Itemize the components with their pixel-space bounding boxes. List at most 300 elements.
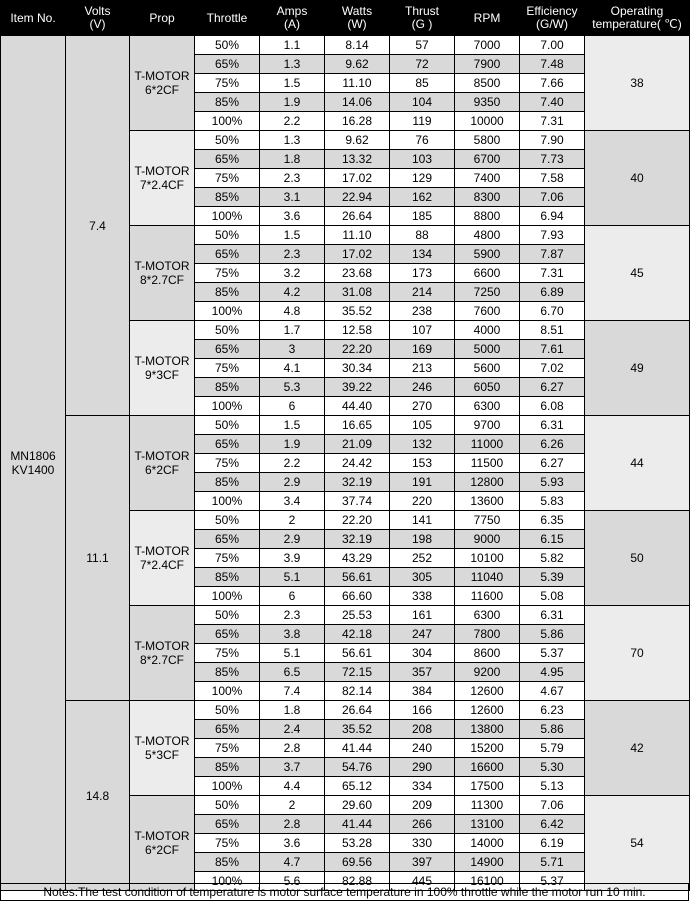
watts-cell: 54.76 bbox=[325, 758, 390, 777]
efficiency-cell: 5.37 bbox=[520, 644, 585, 663]
efficiency-cell: 7.02 bbox=[520, 359, 585, 378]
amps-cell: 3.9 bbox=[260, 549, 325, 568]
throttle-cell: 50% bbox=[195, 226, 260, 245]
efficiency-cell: 7.87 bbox=[520, 245, 585, 264]
rpm-cell: 15200 bbox=[455, 739, 520, 758]
efficiency-cell: 5.79 bbox=[520, 739, 585, 758]
amps-cell: 4.4 bbox=[260, 777, 325, 796]
prop-cell: T-MOTOR 6*2CF bbox=[130, 796, 195, 891]
rpm-cell: 4000 bbox=[455, 321, 520, 340]
prop-cell: T-MOTOR 7*2.4CF bbox=[130, 131, 195, 226]
thrust-cell: 213 bbox=[390, 359, 455, 378]
watts-cell: 22.20 bbox=[325, 511, 390, 530]
thrust-cell: 166 bbox=[390, 701, 455, 720]
watts-cell: 82.88 bbox=[325, 872, 390, 891]
throttle-cell: 50% bbox=[195, 416, 260, 435]
efficiency-cell: 5.86 bbox=[520, 720, 585, 739]
thrust-cell: 445 bbox=[390, 872, 455, 891]
watts-cell: 13.32 bbox=[325, 150, 390, 169]
watts-cell: 22.20 bbox=[325, 340, 390, 359]
rpm-cell: 8500 bbox=[455, 74, 520, 93]
efficiency-cell: 7.58 bbox=[520, 169, 585, 188]
throttle-cell: 65% bbox=[195, 340, 260, 359]
efficiency-cell: 6.31 bbox=[520, 606, 585, 625]
efficiency-cell: 6.31 bbox=[520, 416, 585, 435]
table-row bbox=[1, 701, 690, 720]
throttle-cell: 65% bbox=[195, 815, 260, 834]
operating-temperature-cell: 49 bbox=[585, 321, 690, 416]
item-number-cell: MN1806 KV1400 bbox=[1, 36, 66, 891]
thrust-cell: 209 bbox=[390, 796, 455, 815]
watts-cell: 53.28 bbox=[325, 834, 390, 853]
thrust-cell: 270 bbox=[390, 397, 455, 416]
watts-cell: 30.34 bbox=[325, 359, 390, 378]
thrust-cell: 76 bbox=[390, 131, 455, 150]
thrust-cell: 103 bbox=[390, 150, 455, 169]
throttle-cell: 75% bbox=[195, 169, 260, 188]
watts-cell: 82.14 bbox=[325, 682, 390, 701]
thrust-cell: 119 bbox=[390, 112, 455, 131]
header-rpm: RPM bbox=[455, 1, 520, 36]
throttle-cell: 75% bbox=[195, 739, 260, 758]
rpm-cell: 11300 bbox=[455, 796, 520, 815]
throttle-cell: 85% bbox=[195, 568, 260, 587]
watts-cell: 16.28 bbox=[325, 112, 390, 131]
amps-cell: 1.5 bbox=[260, 74, 325, 93]
prop-cell: T-MOTOR 8*2.7CF bbox=[130, 226, 195, 321]
watts-cell: 72.15 bbox=[325, 663, 390, 682]
watts-cell: 8.14 bbox=[325, 36, 390, 55]
header-throttle: Throttle bbox=[195, 1, 260, 36]
efficiency-cell: 7.00 bbox=[520, 36, 585, 55]
thrust-cell: 305 bbox=[390, 568, 455, 587]
header-efficiency: Efficiency (G/W) bbox=[520, 1, 585, 36]
operating-temperature-cell: 70 bbox=[585, 606, 690, 701]
thrust-cell: 384 bbox=[390, 682, 455, 701]
thrust-cell: 240 bbox=[390, 739, 455, 758]
efficiency-cell: 5.39 bbox=[520, 568, 585, 587]
efficiency-cell: 5.86 bbox=[520, 625, 585, 644]
table-row bbox=[1, 36, 690, 55]
throttle-cell: 65% bbox=[195, 150, 260, 169]
amps-cell: 2.3 bbox=[260, 606, 325, 625]
thrust-cell: 72 bbox=[390, 55, 455, 74]
watts-cell: 14.06 bbox=[325, 93, 390, 112]
efficiency-cell: 7.06 bbox=[520, 188, 585, 207]
header-item-no: Item No. bbox=[1, 1, 66, 36]
watts-cell: 32.19 bbox=[325, 473, 390, 492]
throttle-cell: 100% bbox=[195, 872, 260, 891]
thrust-cell: 247 bbox=[390, 625, 455, 644]
watts-cell: 17.02 bbox=[325, 245, 390, 264]
throttle-cell: 85% bbox=[195, 283, 260, 302]
throttle-cell: 85% bbox=[195, 663, 260, 682]
throttle-cell: 75% bbox=[195, 644, 260, 663]
throttle-cell: 85% bbox=[195, 378, 260, 397]
operating-temperature-cell: 42 bbox=[585, 701, 690, 796]
amps-cell: 3.7 bbox=[260, 758, 325, 777]
rpm-cell: 12600 bbox=[455, 701, 520, 720]
header-volts: Volts (V) bbox=[66, 1, 130, 36]
throttle-cell: 65% bbox=[195, 55, 260, 74]
efficiency-cell: 7.61 bbox=[520, 340, 585, 359]
efficiency-cell: 4.67 bbox=[520, 682, 585, 701]
thrust-cell: 397 bbox=[390, 853, 455, 872]
amps-cell: 1.9 bbox=[260, 435, 325, 454]
rpm-cell: 13100 bbox=[455, 815, 520, 834]
throttle-cell: 65% bbox=[195, 245, 260, 264]
throttle-cell: 65% bbox=[195, 530, 260, 549]
rpm-cell: 9350 bbox=[455, 93, 520, 112]
rpm-cell: 6300 bbox=[455, 606, 520, 625]
watts-cell: 39.22 bbox=[325, 378, 390, 397]
operating-temperature-cell: 40 bbox=[585, 131, 690, 226]
rpm-cell: 7800 bbox=[455, 625, 520, 644]
amps-cell: 6.5 bbox=[260, 663, 325, 682]
amps-cell: 1.5 bbox=[260, 416, 325, 435]
thrust-cell: 85 bbox=[390, 74, 455, 93]
watts-cell: 25.53 bbox=[325, 606, 390, 625]
thrust-cell: 169 bbox=[390, 340, 455, 359]
thrust-cell: 208 bbox=[390, 720, 455, 739]
throttle-cell: 100% bbox=[195, 112, 260, 131]
throttle-cell: 75% bbox=[195, 264, 260, 283]
efficiency-cell: 6.26 bbox=[520, 435, 585, 454]
throttle-cell: 50% bbox=[195, 606, 260, 625]
amps-cell: 5.1 bbox=[260, 568, 325, 587]
rpm-cell: 5800 bbox=[455, 131, 520, 150]
throttle-cell: 65% bbox=[195, 720, 260, 739]
rpm-cell: 8800 bbox=[455, 207, 520, 226]
volts-cell: 14.8 bbox=[66, 701, 130, 891]
amps-cell: 1.5 bbox=[260, 226, 325, 245]
efficiency-cell: 5.82 bbox=[520, 549, 585, 568]
amps-cell: 2.2 bbox=[260, 112, 325, 131]
watts-cell: 35.52 bbox=[325, 720, 390, 739]
rpm-cell: 7000 bbox=[455, 36, 520, 55]
table-body bbox=[1, 36, 690, 891]
amps-cell: 2 bbox=[260, 796, 325, 815]
rpm-cell: 12800 bbox=[455, 473, 520, 492]
volts-cell: 7.4 bbox=[66, 36, 130, 416]
thrust-cell: 357 bbox=[390, 663, 455, 682]
efficiency-cell: 7.06 bbox=[520, 796, 585, 815]
watts-cell: 41.44 bbox=[325, 815, 390, 834]
rpm-cell: 16100 bbox=[455, 872, 520, 891]
amps-cell: 3.4 bbox=[260, 492, 325, 511]
efficiency-cell: 6.89 bbox=[520, 283, 585, 302]
efficiency-cell: 5.71 bbox=[520, 853, 585, 872]
throttle-cell: 75% bbox=[195, 834, 260, 853]
efficiency-cell: 5.37 bbox=[520, 872, 585, 891]
rpm-cell: 7400 bbox=[455, 169, 520, 188]
amps-cell: 1.9 bbox=[260, 93, 325, 112]
watts-cell: 43.29 bbox=[325, 549, 390, 568]
thrust-cell: 191 bbox=[390, 473, 455, 492]
prop-cell: T-MOTOR 7*2.4CF bbox=[130, 511, 195, 606]
rpm-cell: 9000 bbox=[455, 530, 520, 549]
efficiency-cell: 6.70 bbox=[520, 302, 585, 321]
amps-cell: 3.8 bbox=[260, 625, 325, 644]
watts-cell: 12.58 bbox=[325, 321, 390, 340]
efficiency-cell: 4.95 bbox=[520, 663, 585, 682]
efficiency-cell: 6.08 bbox=[520, 397, 585, 416]
header-prop: Prop bbox=[130, 1, 195, 36]
rpm-cell: 9200 bbox=[455, 663, 520, 682]
throttle-cell: 100% bbox=[195, 302, 260, 321]
amps-cell: 1.8 bbox=[260, 701, 325, 720]
efficiency-cell: 5.13 bbox=[520, 777, 585, 796]
throttle-cell: 100% bbox=[195, 492, 260, 511]
efficiency-cell: 7.40 bbox=[520, 93, 585, 112]
prop-cell: T-MOTOR 5*3CF bbox=[130, 701, 195, 796]
rpm-cell: 10000 bbox=[455, 112, 520, 131]
rpm-cell: 11000 bbox=[455, 435, 520, 454]
prop-cell: T-MOTOR 9*3CF bbox=[130, 321, 195, 416]
watts-cell: 69.56 bbox=[325, 853, 390, 872]
throttle-cell: 65% bbox=[195, 625, 260, 644]
rpm-cell: 14000 bbox=[455, 834, 520, 853]
watts-cell: 44.40 bbox=[325, 397, 390, 416]
thrust-cell: 132 bbox=[390, 435, 455, 454]
efficiency-cell: 7.31 bbox=[520, 264, 585, 283]
throttle-cell: 50% bbox=[195, 511, 260, 530]
thrust-cell: 266 bbox=[390, 815, 455, 834]
amps-cell: 6 bbox=[260, 397, 325, 416]
watts-cell: 37.74 bbox=[325, 492, 390, 511]
efficiency-cell: 8.51 bbox=[520, 321, 585, 340]
operating-temperature-cell: 50 bbox=[585, 511, 690, 606]
throttle-cell: 50% bbox=[195, 36, 260, 55]
thrust-cell: 220 bbox=[390, 492, 455, 511]
efficiency-cell: 6.27 bbox=[520, 378, 585, 397]
operating-temperature-cell: 54 bbox=[585, 796, 690, 891]
efficiency-cell: 6.15 bbox=[520, 530, 585, 549]
amps-cell: 2.3 bbox=[260, 245, 325, 264]
amps-cell: 4.1 bbox=[260, 359, 325, 378]
watts-cell: 26.64 bbox=[325, 207, 390, 226]
amps-cell: 2.9 bbox=[260, 530, 325, 549]
throttle-cell: 85% bbox=[195, 473, 260, 492]
throttle-cell: 100% bbox=[195, 207, 260, 226]
thrust-cell: 107 bbox=[390, 321, 455, 340]
rpm-cell: 11040 bbox=[455, 568, 520, 587]
amps-cell: 2.2 bbox=[260, 454, 325, 473]
watts-cell: 9.62 bbox=[325, 131, 390, 150]
amps-cell: 4.2 bbox=[260, 283, 325, 302]
rpm-cell: 16600 bbox=[455, 758, 520, 777]
rpm-cell: 7750 bbox=[455, 511, 520, 530]
efficiency-cell: 5.83 bbox=[520, 492, 585, 511]
table-row bbox=[1, 416, 690, 435]
throttle-cell: 50% bbox=[195, 321, 260, 340]
header-thrust: Thrust (G ) bbox=[390, 1, 455, 36]
efficiency-cell: 6.35 bbox=[520, 511, 585, 530]
rpm-cell: 5600 bbox=[455, 359, 520, 378]
watts-cell: 11.10 bbox=[325, 226, 390, 245]
amps-cell: 2.9 bbox=[260, 473, 325, 492]
throttle-cell: 100% bbox=[195, 777, 260, 796]
operating-temperature-cell: 45 bbox=[585, 226, 690, 321]
thrust-cell: 185 bbox=[390, 207, 455, 226]
efficiency-cell: 6.23 bbox=[520, 701, 585, 720]
rpm-cell: 5000 bbox=[455, 340, 520, 359]
rpm-cell: 11600 bbox=[455, 587, 520, 606]
amps-cell: 3.2 bbox=[260, 264, 325, 283]
amps-cell: 5.1 bbox=[260, 644, 325, 663]
amps-cell: 1.8 bbox=[260, 150, 325, 169]
watts-cell: 29.60 bbox=[325, 796, 390, 815]
watts-cell: 41.44 bbox=[325, 739, 390, 758]
amps-cell: 6 bbox=[260, 587, 325, 606]
throttle-cell: 50% bbox=[195, 796, 260, 815]
header-amps: Amps (A) bbox=[260, 1, 325, 36]
thrust-cell: 105 bbox=[390, 416, 455, 435]
rpm-cell: 9700 bbox=[455, 416, 520, 435]
throttle-cell: 75% bbox=[195, 359, 260, 378]
amps-cell: 3 bbox=[260, 340, 325, 359]
throttle-cell: 100% bbox=[195, 682, 260, 701]
amps-cell: 1.3 bbox=[260, 55, 325, 74]
thrust-cell: 290 bbox=[390, 758, 455, 777]
throttle-cell: 85% bbox=[195, 758, 260, 777]
amps-cell: 2 bbox=[260, 511, 325, 530]
prop-cell: T-MOTOR 6*2CF bbox=[130, 416, 195, 511]
throttle-cell: 50% bbox=[195, 131, 260, 150]
throttle-cell: 50% bbox=[195, 701, 260, 720]
rpm-cell: 4800 bbox=[455, 226, 520, 245]
amps-cell: 1.7 bbox=[260, 321, 325, 340]
watts-cell: 56.61 bbox=[325, 644, 390, 663]
amps-cell: 4.8 bbox=[260, 302, 325, 321]
rpm-cell: 11500 bbox=[455, 454, 520, 473]
thrust-cell: 134 bbox=[390, 245, 455, 264]
thrust-cell: 88 bbox=[390, 226, 455, 245]
rpm-cell: 17500 bbox=[455, 777, 520, 796]
thrust-cell: 238 bbox=[390, 302, 455, 321]
thrust-cell: 334 bbox=[390, 777, 455, 796]
efficiency-cell: 6.42 bbox=[520, 815, 585, 834]
throttle-cell: 100% bbox=[195, 397, 260, 416]
efficiency-cell: 5.30 bbox=[520, 758, 585, 777]
thrust-cell: 57 bbox=[390, 36, 455, 55]
rpm-cell: 14900 bbox=[455, 853, 520, 872]
watts-cell: 35.52 bbox=[325, 302, 390, 321]
rpm-cell: 7600 bbox=[455, 302, 520, 321]
thrust-cell: 338 bbox=[390, 587, 455, 606]
header-watts: Watts (W) bbox=[325, 1, 390, 36]
notes-text: Notes:The test condition of temperature is motor surface temperature in 100% throttle while the motor run 10 min. bbox=[0, 883, 689, 901]
rpm-cell: 7250 bbox=[455, 283, 520, 302]
amps-cell: 4.7 bbox=[260, 853, 325, 872]
operating-temperature-cell: 38 bbox=[585, 36, 690, 131]
rpm-cell: 12600 bbox=[455, 682, 520, 701]
efficiency-cell: 6.19 bbox=[520, 834, 585, 853]
efficiency-cell: 7.66 bbox=[520, 74, 585, 93]
thrust-cell: 173 bbox=[390, 264, 455, 283]
thrust-cell: 153 bbox=[390, 454, 455, 473]
thrust-cell: 252 bbox=[390, 549, 455, 568]
watts-cell: 21.09 bbox=[325, 435, 390, 454]
rpm-cell: 13800 bbox=[455, 720, 520, 739]
watts-cell: 42.18 bbox=[325, 625, 390, 644]
amps-cell: 2.4 bbox=[260, 720, 325, 739]
efficiency-cell: 7.73 bbox=[520, 150, 585, 169]
throttle-cell: 75% bbox=[195, 549, 260, 568]
operating-temperature-cell: 44 bbox=[585, 416, 690, 511]
efficiency-cell: 5.93 bbox=[520, 473, 585, 492]
amps-cell: 5.3 bbox=[260, 378, 325, 397]
rpm-cell: 5900 bbox=[455, 245, 520, 264]
watts-cell: 66.60 bbox=[325, 587, 390, 606]
volts-cell: 11.1 bbox=[66, 416, 130, 701]
watts-cell: 11.10 bbox=[325, 74, 390, 93]
watts-cell: 26.64 bbox=[325, 701, 390, 720]
watts-cell: 22.94 bbox=[325, 188, 390, 207]
efficiency-cell: 7.93 bbox=[520, 226, 585, 245]
amps-cell: 2.8 bbox=[260, 739, 325, 758]
throttle-cell: 65% bbox=[195, 435, 260, 454]
watts-cell: 24.42 bbox=[325, 454, 390, 473]
throttle-cell: 75% bbox=[195, 74, 260, 93]
efficiency-cell: 6.94 bbox=[520, 207, 585, 226]
rpm-cell: 13600 bbox=[455, 492, 520, 511]
rpm-cell: 8600 bbox=[455, 644, 520, 663]
watts-cell: 32.19 bbox=[325, 530, 390, 549]
rpm-cell: 6700 bbox=[455, 150, 520, 169]
thrust-cell: 330 bbox=[390, 834, 455, 853]
prop-cell: T-MOTOR 8*2.7CF bbox=[130, 606, 195, 701]
amps-cell: 3.6 bbox=[260, 834, 325, 853]
rpm-cell: 6300 bbox=[455, 397, 520, 416]
amps-cell: 3.1 bbox=[260, 188, 325, 207]
thrust-cell: 141 bbox=[390, 511, 455, 530]
throttle-cell: 85% bbox=[195, 188, 260, 207]
amps-cell: 2.8 bbox=[260, 815, 325, 834]
rpm-cell: 7900 bbox=[455, 55, 520, 74]
efficiency-cell: 7.31 bbox=[520, 112, 585, 131]
prop-cell: T-MOTOR 6*2CF bbox=[130, 36, 195, 131]
thrust-cell: 161 bbox=[390, 606, 455, 625]
watts-cell: 23.68 bbox=[325, 264, 390, 283]
thrust-cell: 198 bbox=[390, 530, 455, 549]
watts-cell: 16.65 bbox=[325, 416, 390, 435]
thrust-cell: 162 bbox=[390, 188, 455, 207]
amps-cell: 7.4 bbox=[260, 682, 325, 701]
throttle-cell: 75% bbox=[195, 454, 260, 473]
rpm-cell: 6600 bbox=[455, 264, 520, 283]
efficiency-cell: 5.08 bbox=[520, 587, 585, 606]
watts-cell: 31.08 bbox=[325, 283, 390, 302]
throttle-cell: 85% bbox=[195, 93, 260, 112]
rpm-cell: 6050 bbox=[455, 378, 520, 397]
rpm-cell: 8300 bbox=[455, 188, 520, 207]
header-operating-temperature: Operating temperature( ℃) bbox=[585, 1, 690, 36]
amps-cell: 5.6 bbox=[260, 872, 325, 891]
rpm-cell: 10100 bbox=[455, 549, 520, 568]
thrust-cell: 246 bbox=[390, 378, 455, 397]
thrust-cell: 304 bbox=[390, 644, 455, 663]
amps-cell: 2.3 bbox=[260, 169, 325, 188]
amps-cell: 3.6 bbox=[260, 207, 325, 226]
watts-cell: 9.62 bbox=[325, 55, 390, 74]
watts-cell: 56.61 bbox=[325, 568, 390, 587]
amps-cell: 1.1 bbox=[260, 36, 325, 55]
thrust-cell: 214 bbox=[390, 283, 455, 302]
throttle-cell: 100% bbox=[195, 587, 260, 606]
header-row bbox=[1, 1, 690, 36]
thrust-cell: 129 bbox=[390, 169, 455, 188]
